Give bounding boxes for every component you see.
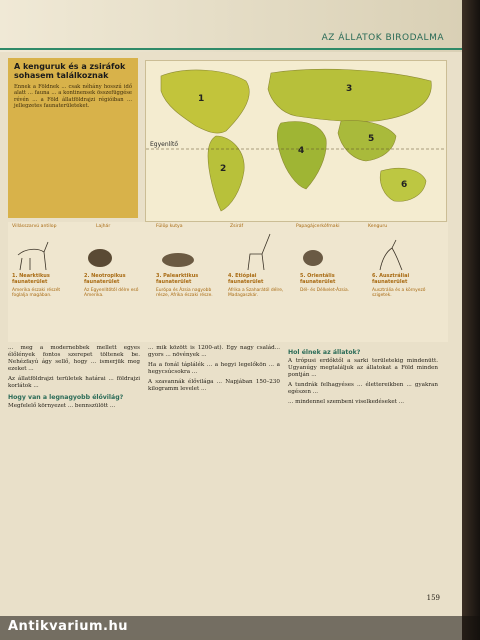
world-map-svg — [146, 61, 446, 221]
caption-kangaroo: Kenguru — [368, 224, 388, 229]
realm-item: 1. Nearktikus faunaterület Amerika északi részét foglalja magában. — [12, 273, 61, 298]
region-label-1: 1 — [198, 94, 205, 104]
header-band — [0, 0, 462, 52]
text-column-1: ... meg a modernebbek mellett egyes élőlények fontos szerepet töltenek be. Nehézfayú ágy sellő, hogy ... ismerjük meg ezeket ... Az állatföldrajzi területek határai ... földrajzi korlátok ... Hogy van a legnagyobb élővilág? Megfelelő környezet ... bennszülött ... — [8, 345, 140, 409]
animal-drawings — [8, 230, 448, 274]
page-number: 159 — [426, 594, 440, 602]
antelope-drawing — [18, 242, 48, 270]
caption-sloth: Lajhár — [96, 224, 111, 229]
world-map — [145, 60, 447, 222]
caption-dog: Fülöp kutya — [156, 224, 183, 229]
loris-drawing — [303, 250, 323, 266]
oriental-region — [338, 121, 396, 161]
caption-antelope: Villásszarvú antilop — [12, 224, 57, 229]
text-column-3: Hol élnek az állatok? A trópusi erdőktől a sarki területekig mindenütt. Ugyanúgy megtaláljuk az állatokat a Föld minden pontján ... A tundrák felhagyéses ... élettereikben ... gyakran egészen ... ... mindennel szembeni viselkedéseket ... — [288, 349, 438, 405]
caption-giraffe: Zsiráf — [230, 224, 244, 229]
watermark-text: Antikvarium.hu — [8, 619, 128, 634]
region-label-2: 2 — [220, 164, 227, 174]
region-label-4: 4 — [298, 146, 305, 156]
nearctic-region — [161, 70, 249, 133]
region-label-6: 6 — [401, 180, 408, 190]
caption-loris: Papagájcerkófmaki — [296, 224, 340, 229]
watermark-bar — [0, 616, 480, 640]
equator-label: Egyenlítő — [150, 141, 179, 148]
sidebar-text: Ennek a Földnek ... csak néhány hosszú idő alatt ... fauna ... a kontinensek összefüggése révén ... a Föld állatföldrajzi régióiban ... jellegzetes faunaterületeket. — [14, 84, 132, 110]
sloth-drawing — [88, 249, 112, 267]
text-column-2: ... mik között is 1200-at). Egy nagy család... gyors ... növények ... Ha a fonál táplálék ... a hegyi legelőkön ... a hegycsúcsokra ... A szavannák élővilága ... Napjában 150–230 kilogramm levelet ... — [148, 345, 280, 392]
realm-item: 6. Ausztráliai faunaterület Ausztrália és a környező szigetek. — [372, 273, 426, 298]
realm-item: 2. Neotropikus faunaterület Az Egyenlítőtől délre eső Amerika. — [84, 273, 139, 298]
dog-drawing — [162, 253, 194, 267]
realm-item: 5. Orientális faunaterület Dél- és Délkelet-Ázsia. — [300, 273, 350, 293]
subheading: Hogy van a legnagyobb élővilág? — [8, 394, 124, 401]
subheading: Hol élnek az állatok? — [288, 349, 361, 356]
book-spine — [462, 0, 480, 640]
kangaroo-drawing — [380, 240, 402, 270]
header-rule — [0, 48, 462, 50]
region-label-3: 3 — [346, 84, 353, 94]
region-label-5: 5 — [368, 134, 375, 144]
running-header: AZ ÁLLATOK BIRODALMA — [321, 33, 444, 43]
realm-item: 3. Palearktikus faunaterület Európa és Ázsia nagyobb része, Afrika északi része. — [156, 273, 213, 298]
giraffe-drawing — [248, 234, 270, 270]
sidebar-box — [8, 58, 138, 218]
sidebar-title: A kenguruk és a zsiráfok sohasem találkoznak — [14, 62, 126, 80]
realm-item: 4. Etiópiai faunaterület Afrika a Szaharától délre, Madagaszkár. — [228, 273, 284, 298]
animal-illustrations — [8, 222, 448, 342]
palearctic-region — [268, 69, 431, 121]
